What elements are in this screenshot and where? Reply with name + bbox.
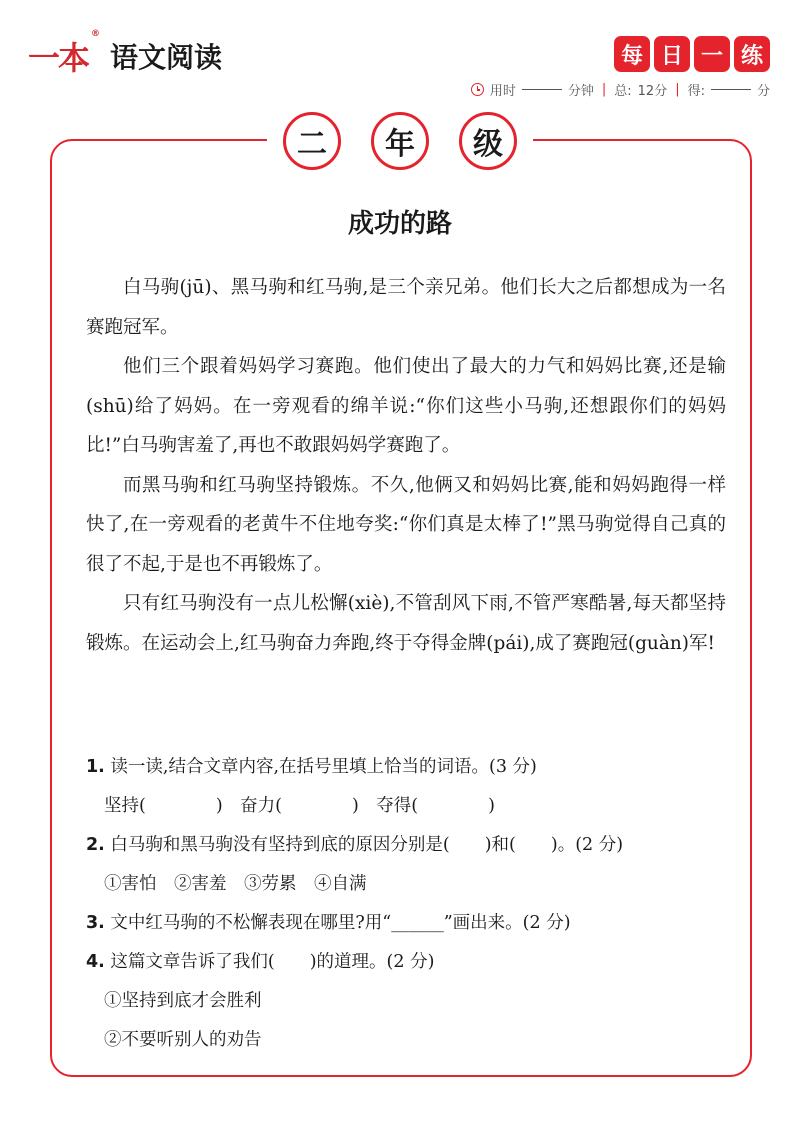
question-1 <box>86 748 726 787</box>
daily-char: 日 <box>654 36 690 72</box>
paragraph: 而黑马驹和红马驹坚持锻炼。不久,他俩又和妈妈比赛,能和妈妈跑得一样快了,在一旁观看的老黄牛不住地夸奖:“你们真是太棒了!”黑马驹觉得自己真的很了不起,于是也不再锻炼了。 <box>86 474 726 575</box>
question-3 <box>86 904 726 943</box>
article-body <box>86 268 726 663</box>
paragraph: 白马驹(jū)、黑马驹和红马驹,是三个亲兄弟。他们长大之后都想成为一名赛跑冠军。 <box>86 277 726 338</box>
separator: | <box>675 82 680 97</box>
answer-choice: ①坚持到底才会胜利 <box>104 991 262 1011</box>
registered-mark: ® <box>91 29 99 39</box>
paragraph: 只有红马驹没有一点儿松懈(xiè),不管刮风下雨,不管严寒酷暑,每天都坚持锻炼。在运动会上,红马驹奋力奔跑,终于夺得金牌(pái),成了赛跑冠(guàn)军! <box>86 593 726 654</box>
time-label: 用时 <box>489 84 516 99</box>
paragraph: 他们三个跟着妈妈学习赛跑。他们使出了最大的力气和妈妈比赛,还是输(shū)给了妈妈。在一旁观看的绵羊说:“你们这些小马驹,还想跟你们的妈妈比!”白马驹害羞了,再也不敢跟妈妈学赛跑了。 <box>86 356 726 456</box>
question-2 <box>86 826 726 865</box>
score-bar <box>471 80 770 99</box>
question-text: 读一读,结合文章内容,在括号里填上恰当的词语。(3 分) <box>110 757 537 777</box>
answer-options: ①害怕 ②害羞 ③劳累 ④自满 <box>104 874 367 894</box>
article-title: 成功的路 <box>347 209 452 239</box>
question-text: 这篇文章告诉了我们( )的道理。(2 分) <box>110 952 435 972</box>
clock-icon <box>471 83 484 96</box>
question-4 <box>86 943 726 982</box>
grade-char: 级 <box>459 112 517 170</box>
total-label: 总: <box>614 84 632 99</box>
score-blank[interactable] <box>711 89 751 90</box>
question-text: 白马驹和黑马驹没有坚持到底的原因分别是( )和( )。(2 分) <box>110 835 624 855</box>
grade-heading <box>267 112 533 170</box>
daily-char: 每 <box>614 36 650 72</box>
question-list <box>86 748 726 1060</box>
question-number: 3. <box>86 913 105 933</box>
daily-char: 一 <box>694 36 730 72</box>
question-number: 4. <box>86 952 105 972</box>
grade-char: 年 <box>371 112 429 170</box>
daily-practice-badge <box>614 36 770 72</box>
question-number: 1. <box>86 757 105 777</box>
answer-choice: ②不要听别人的劝告 <box>104 1030 262 1050</box>
separator: | <box>601 82 607 97</box>
logo-mark-text: 一本 <box>28 39 89 77</box>
score-label: 得: <box>687 84 705 99</box>
book-title: 语文阅读 <box>110 41 223 74</box>
score-unit: 分 <box>756 84 770 99</box>
time-unit: 分钟 <box>567 84 594 99</box>
daily-char: 练 <box>734 36 770 72</box>
brand-logo <box>28 29 223 78</box>
total-value: 12分 <box>637 84 668 99</box>
time-blank[interactable] <box>522 89 562 90</box>
question-text: 文中红马驹的不松懈表现在哪里?用“______”画出来。(2 分) <box>110 913 571 933</box>
question-number: 2. <box>86 835 105 855</box>
grade-char: 二 <box>283 112 341 170</box>
logo-mark <box>28 29 99 79</box>
fill-in-blanks[interactable]: 坚持( ) 奋力( ) 夺得( ) <box>104 796 495 816</box>
